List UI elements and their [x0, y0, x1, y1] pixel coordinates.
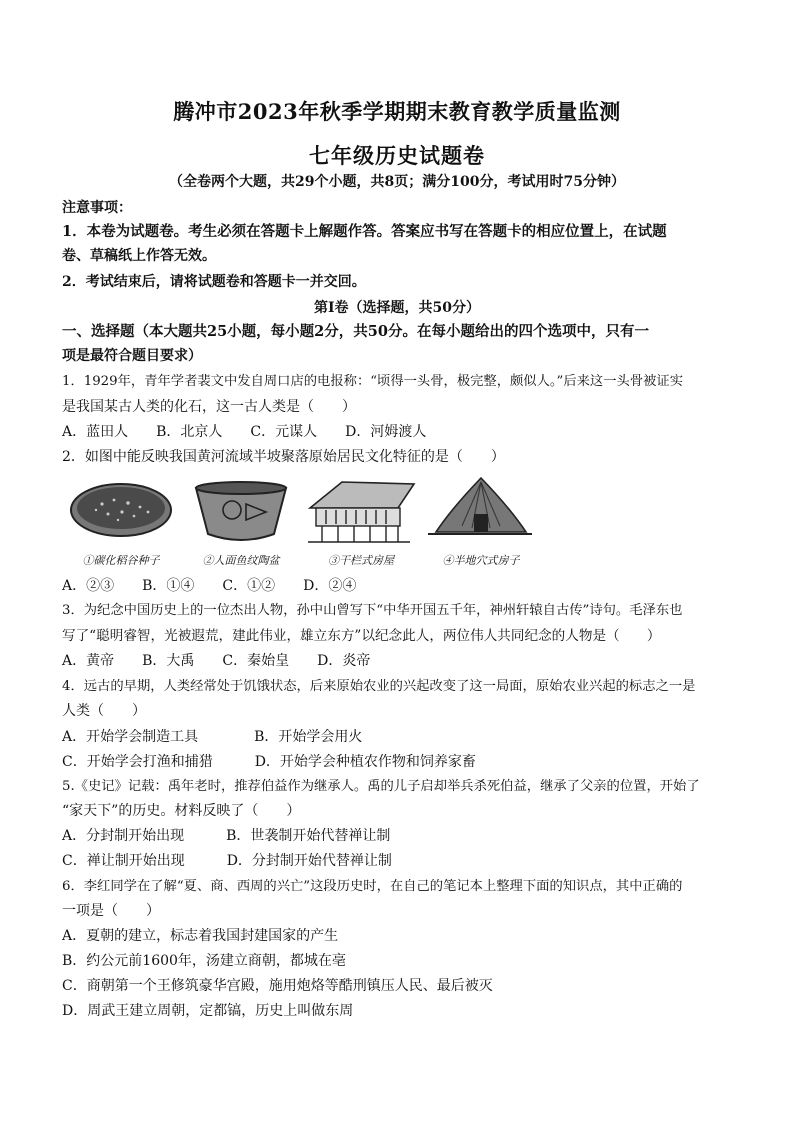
section-heading: 一、选择题（本大题共25小题，每小题2分，共50分。在每小题给出的四个选项中，只有一 [62, 323, 649, 340]
question-6: 6．李红同学在了解“夏、商、西周的兴亡”这段历史时，在自己的笔记本上整理下面的知识点，其中正确的 [62, 879, 683, 894]
figure-4-caption: ④半地穴式房子 [442, 554, 520, 567]
question-5: 5.《史记》记载：禹年老时，推荐伯益作为继承人。禹的儿子启却举兵杀死伯益，继承了父亲的位置，开始了 [62, 779, 700, 794]
notice-item-2: 2．考试结束后，请将试题卷和答题卡一并交回。 [62, 274, 366, 290]
question-6-cont: 一项是（ ） [62, 903, 160, 919]
question-6-option-c: C．商朝第一个王修筑豪华宫殿，施用炮烙等酷刑镇压人民、最后被灭 [62, 978, 493, 994]
section-heading-cont: 项是最符合题目要求） [62, 348, 202, 364]
question-5-cont: “家天下”的历史。材料反映了（ ） [62, 803, 301, 819]
exam-subtitle: 七年级历史试题卷 [309, 143, 485, 168]
question-2-options: A．②③ B．①④ C．①② D．②④ [62, 578, 357, 594]
notice-heading: 注意事项： [62, 200, 132, 216]
question-4-options-ab: A．开始学会制造工具 B．开始学会用火 [62, 729, 363, 745]
notice-item-1-cont: 卷、草稿纸上作答无效。 [62, 248, 216, 264]
fish-face-pottery-icon [182, 474, 300, 550]
question-5-options-ab: A．分封制开始出现 B．世袭制开始代替禅让制 [62, 828, 391, 844]
part-heading: 第Ⅰ卷（选择题，共50分） [313, 300, 481, 316]
figure-2-caption: ②人面鱼纹陶盆 [202, 554, 280, 567]
exam-title: 腾冲市2023年秋季学期期末教育教学质量监测 [173, 99, 621, 124]
question-6-option-d: D．周武王建立周朝，定都镐，历史上叫做东周 [62, 1003, 354, 1019]
question-6-option-b: B．约公元前1600年，汤建立商朝，都城在亳 [62, 953, 346, 969]
question-1: 1．1929年，青年学者裴文中发自周口店的电报称：“顷得一头骨，极完整，颇似人。”后来这一头骨被证实 [62, 374, 684, 389]
notice-item-1: 1．本卷为试题卷。考生必须在答题卡上解题作答。答案应书写在答题卡的相应位置上，在试题 [62, 223, 667, 240]
figure-4 [422, 474, 540, 574]
figure-3-caption: ③干栏式房屋 [328, 554, 394, 567]
question-5-options-cd: C．禅让制开始出现 D．分封制开始代替禅让制 [62, 853, 392, 869]
semi-cave-house-icon [422, 474, 540, 550]
question-3: 3．为纪念中国历史上的一位杰出人物，孙中山曾写下“中华开国五千年，神州轩辕自古传”诗句。毛泽东也 [62, 603, 683, 618]
figure-2 [182, 474, 300, 574]
question-2: 2．如图中能反映我国黄河流域半坡聚落原始居民文化特征的是（ ） [62, 449, 505, 465]
carbonized-rice-icon [62, 474, 180, 550]
question-2-figures [62, 474, 532, 574]
question-4-options-cd: C．开始学会打渔和捕猎 D．开始学会种植农作物和饲养家畜 [62, 754, 476, 770]
question-4: 4．远古的早期，人类经常处于饥饿状态，后来原始农业的兴起改变了这一局面，原始农业兴起的标志之一是 [62, 679, 696, 694]
question-3-cont: 写了“聪明睿智，光被遐荒，建此伟业，雄立东方”以纪念此人，两位伟人共同纪念的人物是（ ） [62, 628, 661, 644]
figure-1 [62, 474, 180, 574]
question-3-options: A．黄帝 B．大禹 C．秦始皇 D．炎帝 [62, 653, 371, 669]
question-1-cont: 是我国某古人类的化石，这一古人类是（ ） [62, 399, 356, 415]
figure-3 [302, 474, 420, 574]
stilt-house-icon [302, 474, 420, 550]
figure-1-caption: ①碳化稻谷种子 [82, 554, 160, 567]
question-6-option-a: A．夏朝的建立，标志着我国封建国家的产生 [62, 928, 339, 944]
exam-info: （全卷两个大题，共29个小题，共8页；满分100分，考试用时75分钟） [169, 174, 625, 190]
question-1-options: A．蓝田人 B．北京人 C．元谋人 D．河姆渡人 [62, 424, 427, 440]
question-4-cont: 人类（ ） [62, 703, 146, 719]
